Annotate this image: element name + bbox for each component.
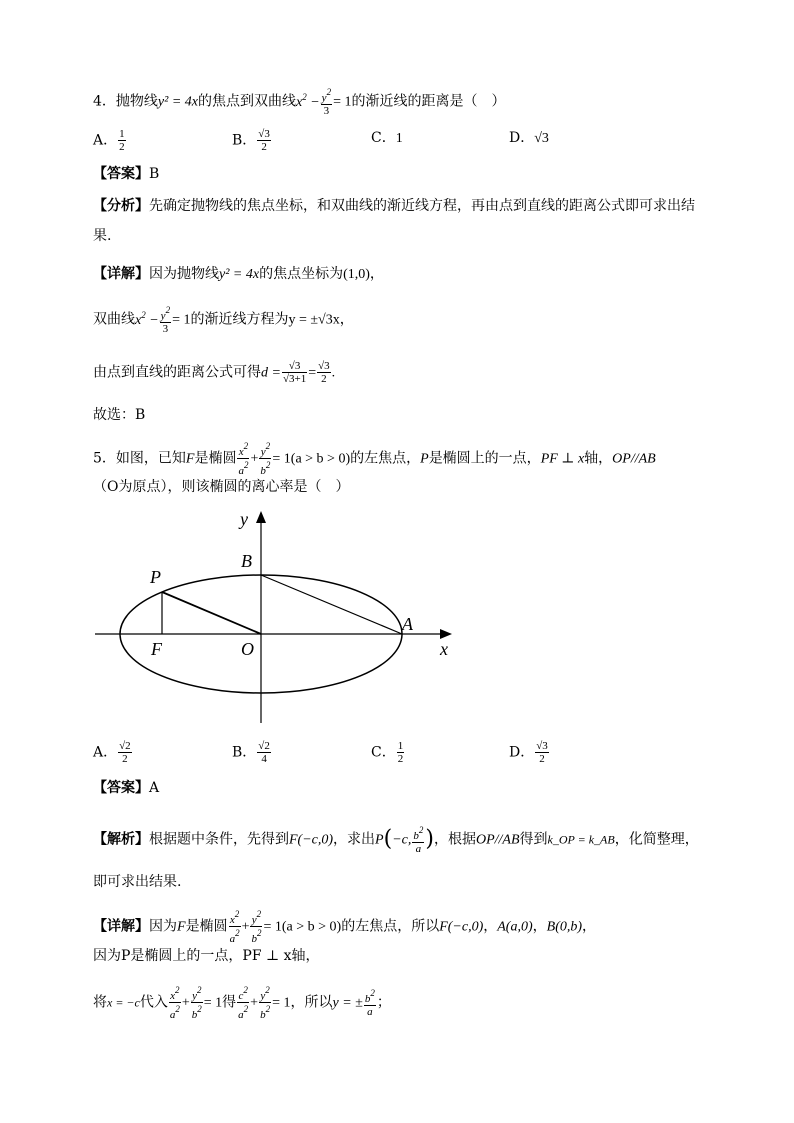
label-y: y bbox=[240, 509, 248, 529]
q4-detail-2: 双曲线$x^2$ − $\frac{y^2}{3}$ = 1的渐近线方程为y = ±√3x， bbox=[93, 305, 354, 335]
label-b: B bbox=[241, 551, 252, 571]
q4-conclusion: 故选：B bbox=[93, 407, 146, 423]
q4-stem: 4．抛物线y² = 4x的焦点到双曲线$x^2$ − $\frac{y^2}{3}$ = 1的渐近线的距离是（ ） bbox=[93, 87, 506, 117]
q5-answer: 【答案】A bbox=[93, 780, 160, 796]
q4-analysis: 【分析】先确定抛物线的焦点坐标，和双曲线的渐近线方程，再由点到直线的距离公式即可求出结 bbox=[93, 198, 695, 214]
label-o: O bbox=[241, 639, 254, 659]
segment-op bbox=[162, 592, 261, 634]
q4-option-b: B． $\frac{√3}{2}$ bbox=[232, 128, 270, 153]
label-f: F bbox=[151, 639, 162, 659]
segment-ab bbox=[261, 575, 402, 634]
label-a: A bbox=[402, 614, 413, 634]
q4-analysis-cont: 果. bbox=[93, 228, 112, 244]
x-axis-arrow bbox=[440, 629, 452, 639]
label-x: x bbox=[440, 639, 448, 659]
q4-option-a: A． $\frac{1}{2}$ bbox=[93, 128, 125, 153]
y-axis-arrow bbox=[256, 511, 266, 523]
q4-answer: 【答案】B bbox=[93, 166, 160, 182]
q5-option-a: A． $\frac{√2}{2}$ bbox=[93, 740, 131, 765]
q5-detail-2: 因为P是椭圆上的一点，PF ⊥ x轴， bbox=[93, 948, 320, 964]
q5-option-c: C． $\frac{1}{2}$ bbox=[371, 740, 404, 765]
q5-stem: 5．如图，已知F是椭圆 $\frac{x^2}{a^2}$ + $\frac{y^2}{b^2}$ = 1(a > b > 0)的左焦点，P是椭圆上的一点，PF ⊥ x轴，OP//AB bbox=[93, 441, 656, 477]
q5-option-d: D． $\frac{√3}{2}$ bbox=[509, 740, 548, 765]
q4-detail-1: 【详解】因为抛物线y² = 4x的焦点坐标为(1,0)， bbox=[93, 266, 384, 282]
q4-detail-3: 由点到直线的距离公式可得d = $\frac{√3}{√3+1}$ = $\frac{√3}{2}$ . bbox=[93, 360, 336, 385]
q5-option-b: B． $\frac{√2}{4}$ bbox=[232, 740, 270, 765]
q4-option-c: C．1 bbox=[371, 130, 403, 146]
q5-detail-1: 【详解】因为F是椭圆 $\frac{x^2}{a^2}$ + $\frac{y^2}{b^2}$ = 1(a > b > 0)的左焦点，所以F(−c,0)，A(a,0)，B(0,b)， bbox=[93, 909, 597, 945]
q5-analysis: 【解析】根据题中条件，先得到F(−c,0)，求出P(−c, $\frac{b^2}{a}$ )，根据OP//AB得到k_OP = k_AB，化简整理， bbox=[93, 825, 699, 855]
ellipse-figure bbox=[90, 505, 460, 730]
q5-stem-cont: （O为原点），则该椭圆的离心率是（ ） bbox=[93, 479, 350, 495]
q5-detail-3: 将x = −c代入 $\frac{x^2}{a^2}$ + $\frac{y^2}{b^2}$ = 1得 $\frac{c^2}{a^2}$ + $\frac{y^2}{b^2}$ = 1，所以y = ± $\frac{b^2}{a}$ ； bbox=[93, 985, 391, 1021]
q4-option-d: D．√3 bbox=[509, 130, 549, 146]
q5-analysis-cont: 即可求出结果. bbox=[93, 874, 182, 890]
label-p: P bbox=[150, 567, 161, 587]
